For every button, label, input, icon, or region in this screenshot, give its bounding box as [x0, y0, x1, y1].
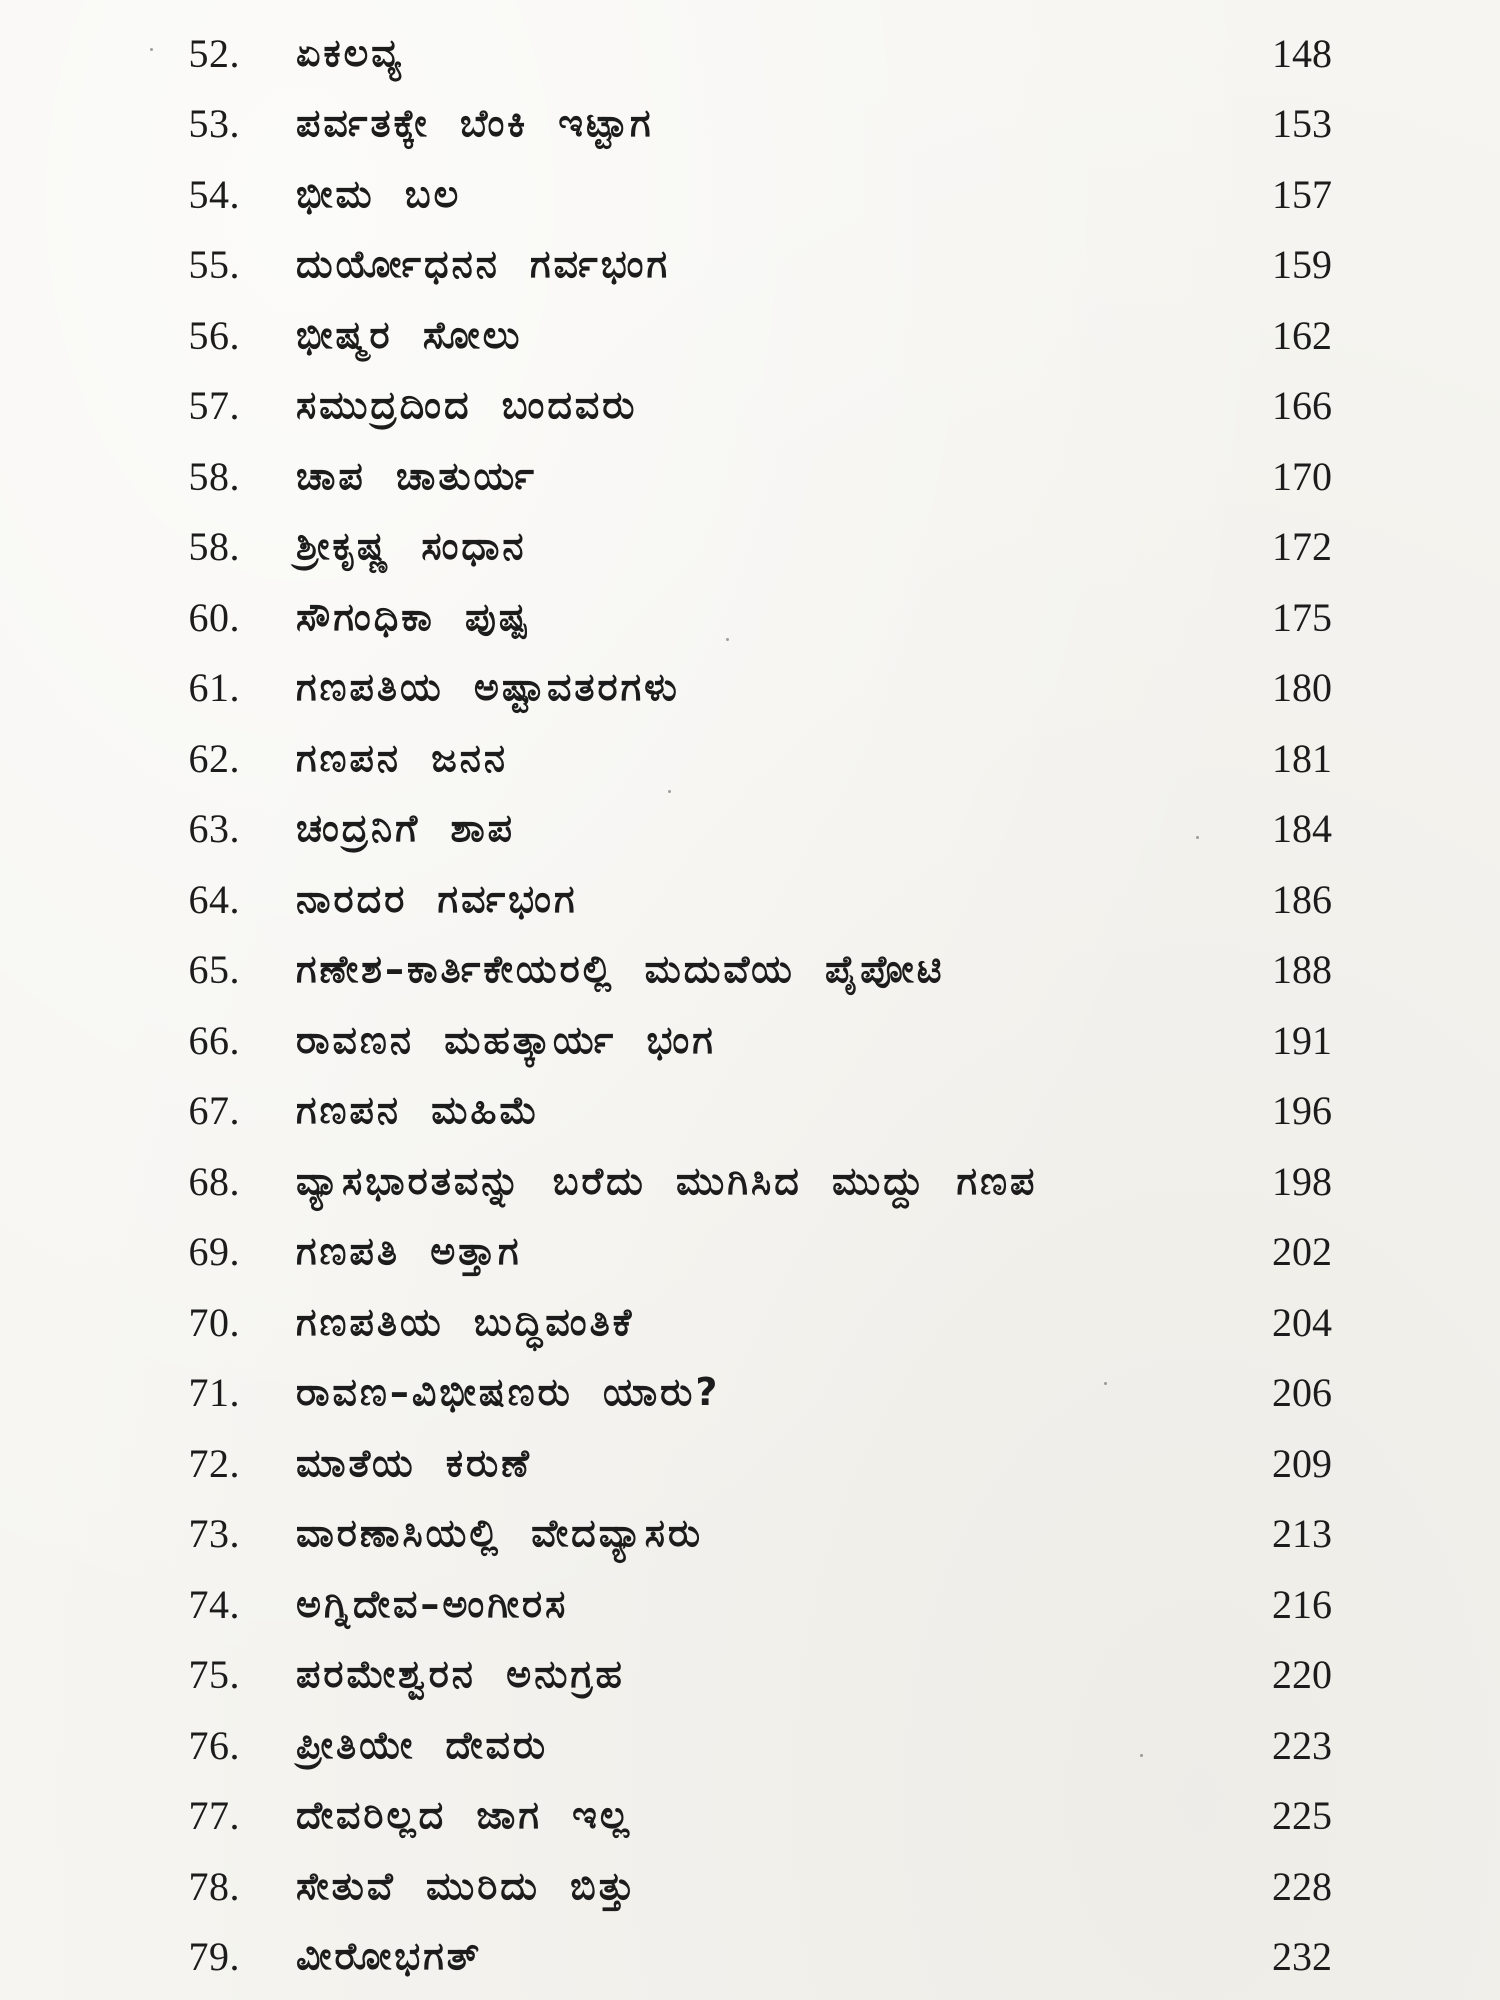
toc-entry-number: 52.: [188, 30, 240, 76]
toc-entry-number: 54.: [188, 171, 240, 217]
toc-entry-number: 78.: [188, 1863, 240, 1909]
toc-entry: [0, 1851, 1500, 1922]
toc-entry-page: 232: [1272, 1934, 1332, 1980]
toc-entry-number: 66.: [188, 1017, 240, 1063]
toc-entry-title: ಚಂದ್ರನಿಗೆ ಶಾಪ: [296, 806, 516, 851]
print-speck: [726, 638, 729, 641]
toc-entry-title: ಗಣಪನ ಜನನ: [296, 735, 509, 780]
toc-entry-page: 202: [1272, 1229, 1332, 1275]
toc-entry: [0, 1358, 1500, 1429]
toc-entry-title: ದುರ್ಯೋಧನನ ಗರ್ವಭಂಗ: [296, 242, 671, 287]
toc-entry-number: 74.: [188, 1581, 240, 1627]
toc-entry: [0, 300, 1500, 371]
toc-entry-page: 204: [1272, 1299, 1332, 1345]
toc-entry-number: 58.: [188, 524, 240, 570]
print-speck: [1140, 1754, 1143, 1757]
toc-entry: [0, 1217, 1500, 1288]
toc-entry-title: ಪರಮೇಶ್ವರನ ಅನುಗ್ರಹ: [296, 1652, 625, 1697]
toc-entry-page: 213: [1272, 1511, 1332, 1557]
toc-entry: [0, 1146, 1500, 1217]
print-speck: [668, 790, 671, 793]
toc-entry: [0, 1428, 1500, 1499]
toc-entry-number: 61.: [188, 665, 240, 711]
toc-entry-number: 73.: [188, 1511, 240, 1557]
toc-entry: [0, 1499, 1500, 1570]
toc-entry-title: ಗಣಪತಿ ಅತ್ತಾಗ: [296, 1229, 522, 1274]
toc-entry: [0, 1922, 1500, 1993]
toc-entry: [0, 1076, 1500, 1147]
toc-entry-title: ಭೀಷ್ಮರ ಸೋಲು: [296, 312, 523, 357]
toc-entry-number: 67.: [188, 1088, 240, 1134]
toc-entry-page: 223: [1272, 1722, 1332, 1768]
toc-entry: [0, 582, 1500, 653]
toc-entry-number: 55.: [188, 242, 240, 288]
toc-entry-number: 60.: [188, 594, 240, 640]
toc-entry-page: 225: [1272, 1793, 1332, 1839]
toc-entry-title: ಏಕಲವ್ಯ: [296, 30, 404, 75]
toc-entry: [0, 1640, 1500, 1711]
toc-entry-number: 64.: [188, 876, 240, 922]
toc-entry: [0, 794, 1500, 865]
toc-entry: [0, 230, 1500, 301]
toc-entry-page: 220: [1272, 1652, 1332, 1698]
toc-entry: [0, 864, 1500, 935]
toc-entry: [0, 159, 1500, 230]
toc-entry-number: 63.: [188, 806, 240, 852]
toc-entry: [0, 1005, 1500, 1076]
toc-entry: [0, 935, 1500, 1006]
toc-entry-page: 186: [1272, 876, 1332, 922]
toc-entry-title: ಅಗ್ನಿದೇವ–ಅಂಗೀರಸ: [296, 1581, 569, 1626]
toc-entry-title: ದೇವರಿಲ್ಲದ ಜಾಗ ಇಲ್ಲ: [296, 1793, 632, 1838]
toc-entry-page: 175: [1272, 594, 1332, 640]
toc-entry-title: ಗಣಪತಿಯ ಅಷ್ಟಾವತರಗಳು: [296, 665, 680, 710]
toc-entry: [0, 1710, 1500, 1781]
toc-entry-page: 184: [1272, 806, 1332, 852]
toc-entry-title: ಗಣೇಶ–ಕಾರ್ತಿಕೇಯರಲ್ಲಿ ಮದುವೆಯ ಪೈಪೋಟಿ: [296, 947, 945, 992]
toc-entry: [0, 371, 1500, 442]
toc-entry-number: 76.: [188, 1722, 240, 1768]
toc-entry-page: 181: [1272, 735, 1332, 781]
toc-entry-title: ರಾವಣ–ವಿಭೀಷಣರು ಯಾರು?: [296, 1370, 721, 1415]
print-speck: [1104, 1382, 1107, 1385]
print-speck: [1196, 836, 1199, 839]
toc-entry-page: 180: [1272, 665, 1332, 711]
toc-entry-number: 57.: [188, 383, 240, 429]
toc-entry-number: 53.: [188, 101, 240, 147]
toc-entry-number: 75.: [188, 1652, 240, 1698]
toc-entry-title: ರಾವಣನ ಮಹತ್ಕಾರ್ಯ ಭಂಗ: [296, 1017, 716, 1062]
toc-entry: [0, 1287, 1500, 1358]
toc-entry-page: 166: [1272, 383, 1332, 429]
toc-entry-title: ವಾರಣಾಸಿಯಲ್ಲಿ ವೇದವ್ಯಾಸರು: [296, 1511, 704, 1556]
toc-entry-page: 191: [1272, 1017, 1332, 1063]
toc-entry-title: ಮಾತೆಯ ಕರುಣೆ: [296, 1440, 532, 1485]
toc-entry-title: ಗಣಪನ ಮಹಿಮೆ: [296, 1088, 541, 1133]
toc-entry: [0, 653, 1500, 724]
toc-entry: [0, 723, 1500, 794]
toc-entry-page: 170: [1272, 453, 1332, 499]
toc-entry-number: 65.: [188, 947, 240, 993]
table-of-contents: [0, 18, 1500, 1992]
toc-entry: [0, 89, 1500, 160]
toc-entry: [0, 441, 1500, 512]
print-speck: [150, 48, 153, 51]
toc-entry-number: 71.: [188, 1370, 240, 1416]
toc-entry-title: ಪ್ರೀತಿಯೇ ದೇವರು: [296, 1722, 549, 1767]
toc-entry-number: 72.: [188, 1440, 240, 1486]
toc-entry-title: ಗಣಪತಿಯ ಬುದ್ಧಿವಂತಿಕೆ: [296, 1299, 635, 1344]
toc-entry-page: 228: [1272, 1863, 1332, 1909]
toc-entry-title: ವ್ಯಾಸಭಾರತವನ್ನು ಬರೆದು ಮುಗಿಸಿದ ಮುದ್ದು ಗಣಪ: [296, 1158, 1038, 1203]
toc-entry-page: 172: [1272, 524, 1332, 570]
toc-entry: [0, 512, 1500, 583]
toc-entry-title: ಪರ್ವತಕ್ಕೇ ಬೆಂಕಿ ಇಟ್ಟಾಗ: [296, 101, 654, 146]
toc-entry: [0, 1569, 1500, 1640]
toc-entry: [0, 1781, 1500, 1852]
toc-entry-page: 148: [1272, 30, 1332, 76]
toc-entry-page: 216: [1272, 1581, 1332, 1627]
toc-entry-number: 68.: [188, 1158, 240, 1204]
toc-entry-title: ವೀರೋಭಗತ್: [296, 1934, 483, 1979]
toc-entry-title: ಚಾಪ ಚಾತುರ್ಯ: [296, 453, 537, 498]
toc-entry-page: 209: [1272, 1440, 1332, 1486]
toc-entry-number: 70.: [188, 1299, 240, 1345]
toc-entry-page: 159: [1272, 242, 1332, 288]
toc-entry-title: ಶ್ರೀಕೃಷ್ಣ ಸಂಧಾನ: [296, 524, 527, 569]
toc-entry-number: 77.: [188, 1793, 240, 1839]
toc-entry-number: 56.: [188, 312, 240, 358]
toc-entry-title: ಭೀಮ ಬಲ: [296, 171, 462, 216]
toc-entry-page: 198: [1272, 1158, 1332, 1204]
toc-entry-title: ಸೇತುವೆ ಮುರಿದು ಬಿತ್ತು: [296, 1863, 638, 1908]
toc-entry-page: 162: [1272, 312, 1332, 358]
toc-entry-page: 157: [1272, 171, 1332, 217]
toc-entry-page: 153: [1272, 101, 1332, 147]
toc-entry-title: ಸಮುದ್ರದಿಂದ ಬಂದವರು: [296, 383, 638, 428]
toc-entry-number: 62.: [188, 735, 240, 781]
toc-entry: [0, 18, 1500, 89]
toc-entry-number: 79.: [188, 1934, 240, 1980]
toc-entry-number: 58.: [188, 453, 240, 499]
toc-entry-page: 206: [1272, 1370, 1332, 1416]
toc-entry-page: 188: [1272, 947, 1332, 993]
toc-entry-number: 69.: [188, 1229, 240, 1275]
toc-entry-page: 196: [1272, 1088, 1332, 1134]
toc-entry-title: ನಾರದರ ಗರ್ವಭಂಗ: [296, 876, 578, 921]
toc-entry-title: ಸೌಗಂಧಿಕಾ ಪುಷ್ಪ: [296, 594, 531, 639]
